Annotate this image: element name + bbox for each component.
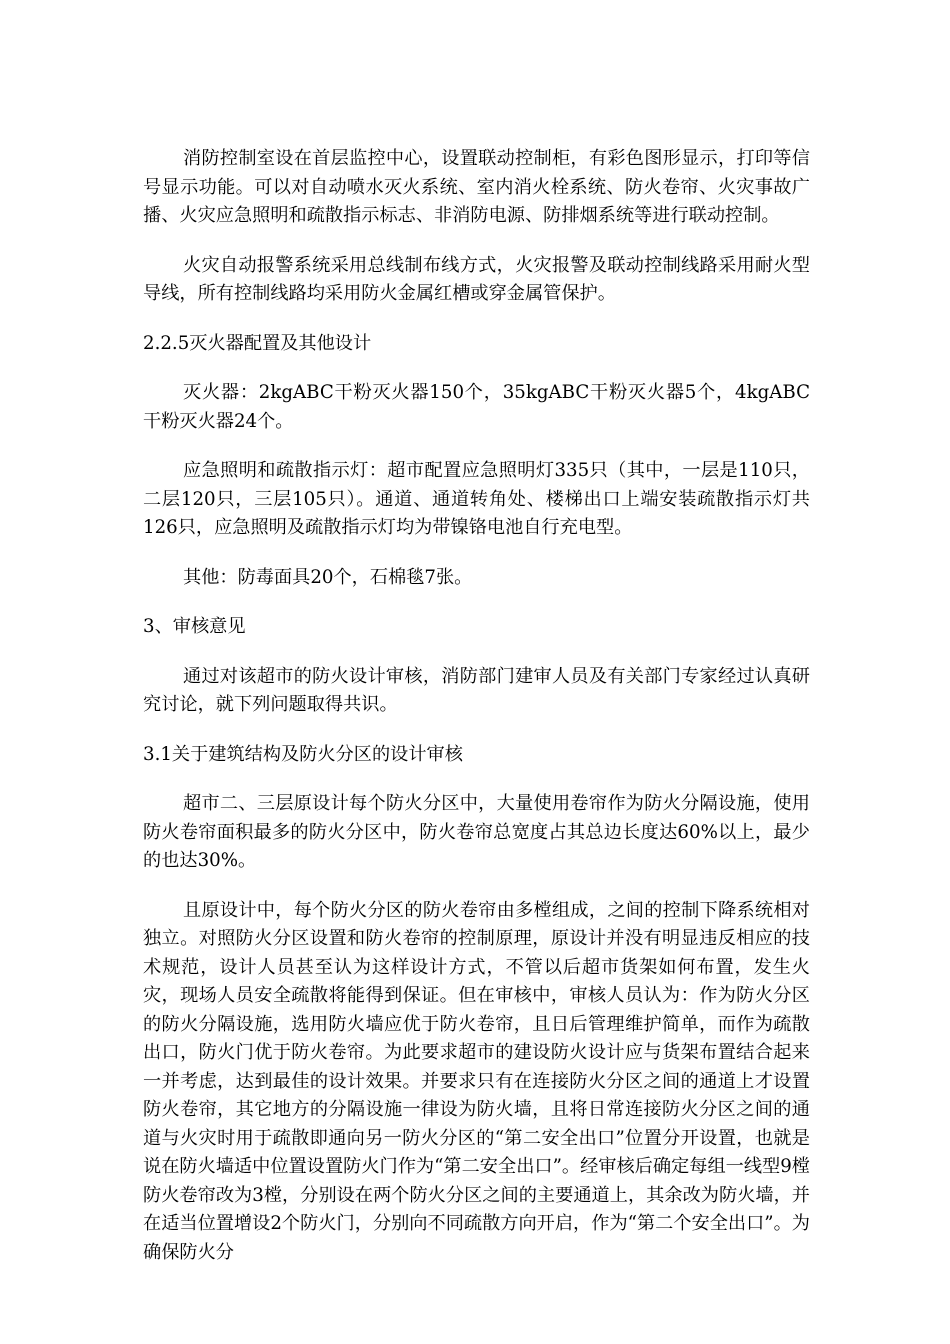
section-heading-3-1: 3.1关于建筑结构及防火分区的设计审核 [143, 743, 463, 765]
paragraph-emergency-lighting: 应急照明和疏散指示灯：超市配置应急照明灯335只（其中，一层是110只，二层120只，三层105只）。通道、通道转角处、楼梯出口上端安装疏散指示灯共126只，应急照明及疏散指示灯均为带镍铬电池自行充电型。 [143, 460, 810, 538]
paragraph-fire-control-room: 消防控制室设在首层监控中心，设置联动控制柜，有彩色图形显示，打印等信号显示功能。可以对自动喷水灭火系统、室内消火栓系统、防火卷帘、火灾事故广播、火灾应急照明和疏散指示标志、非消防电源、防排烟系统等进行联动控制。 [143, 148, 810, 226]
paragraph-extinguishers: 灭火器：2kgABC干粉灭火器150个，35kgABC干粉灭火器5个，4kgABC干粉灭火器24个。 [143, 382, 810, 432]
paragraph-shutter-usage: 超市二、三层原设计每个防火分区中，大量使用卷帘作为防火分隔设施，使用防火卷帘面积最多的防火分区中，防火卷帘总宽度占其总边长度达60%以上，最少的也达30%。 [143, 793, 810, 871]
section-heading-2-2-5: 2.2.5灭火器配置及其他设计 [143, 332, 372, 354]
paragraph-other-equipment: 其他：防毒面具20个，石棉毯7张。 [183, 566, 473, 588]
paragraph-fire-alarm-system: 火灾自动报警系统采用总线制布线方式，火灾报警及联动控制线路采用耐火型导线，所有控制线路均采用防火金属红槽或穿金属管保护。 [143, 254, 810, 304]
document-page [143, 145, 810, 1267]
section-heading-3: 3、审核意见 [143, 616, 246, 637]
paragraph-review-consensus: 通过对该超市的防火设计审核，消防部门建审人员及有关部门专家经过认真研究讨论，就下列问题取得共识。 [143, 665, 810, 715]
paragraph-design-review: 且原设计中，每个防火分区的防火卷帘由多樘组成，之间的控制下降系统相对独立。对照防火分区设置和防火卷帘的控制原理，原设计并没有明显违反相应的技术规范，设计人员甚至认为这样设计方式，不管以后超市货架如何布置，发生火灾，现场人员安全疏散将能得到保证。但在审核中，审核人员认为：作为防火分区的防火分隔设施，选用防火墙应优于防火卷帘，且日后管理维护简单，而作为疏散出口，防火门优于防火卷帘。为此要求超市的建设防火设计应与货架布置结合起来一并考虑，达到最佳的设计效果。并要求只有在连接防火分区之间的通道上才设置防火卷帘，其它地方的分隔设施一律设为防火墙，且将日常连接防火分区之间的通道与火灾时用于疏散即通向另一防火分区的“第二安全出口”位置分开设置，也就是说在防火墙适中位置设置防火门作为“第二安全出口”。经审核后确定每组一线型9樘防火卷帘改为3樘，分别设在两个防火分区之间的主要通道上，其余改为防火墙，并在适当位置增设2个防火门，分别向不同疏散方向开启，作为“第二个安全出口”。为确保防火分 [143, 899, 810, 1263]
